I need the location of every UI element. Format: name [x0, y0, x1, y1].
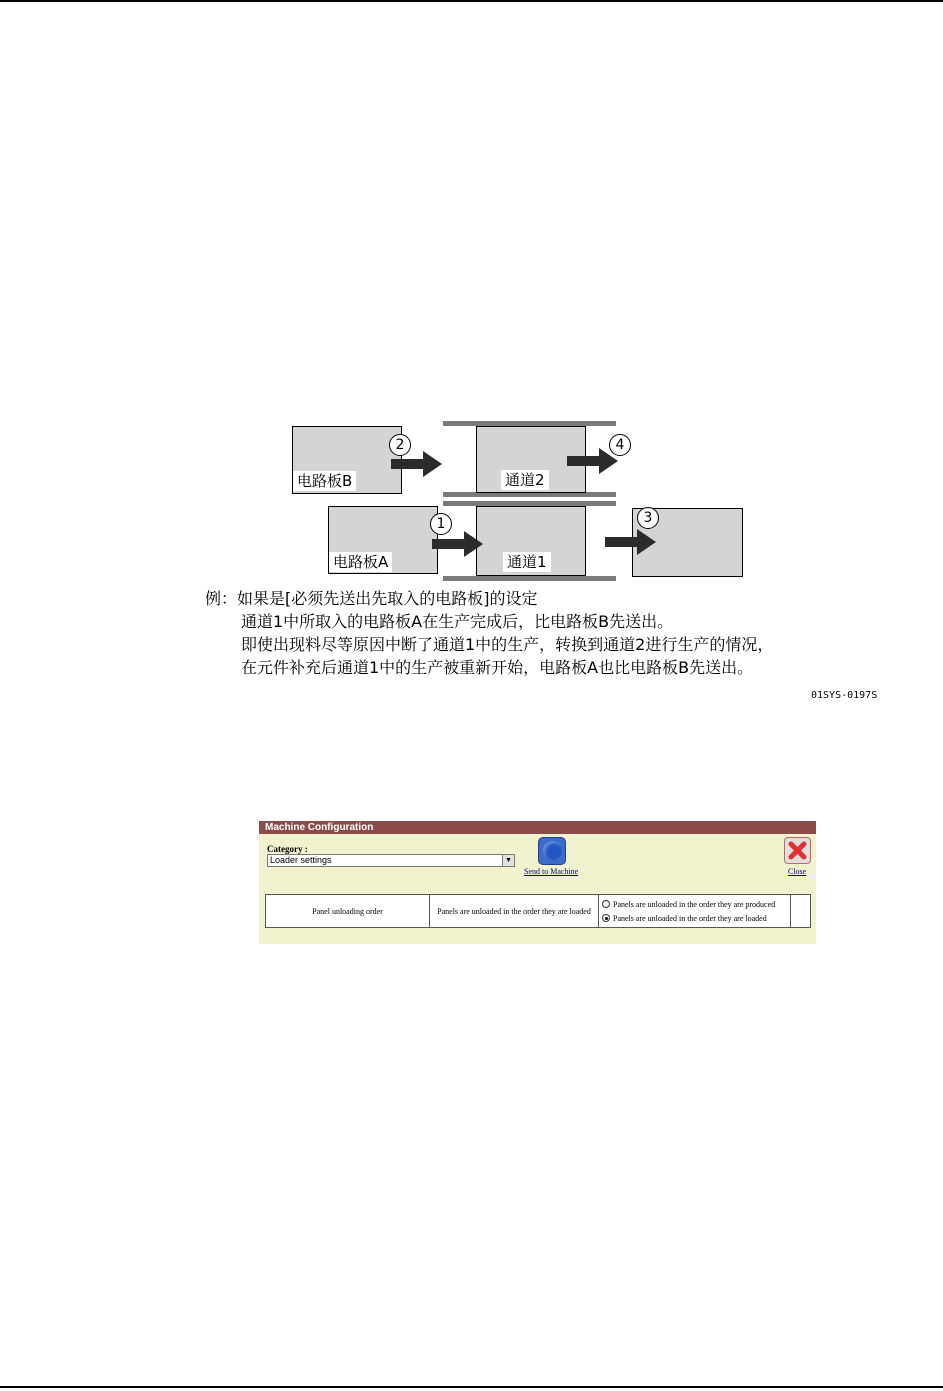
board-a — [328, 506, 438, 574]
table-row — [266, 895, 811, 928]
caption-line-3: 即使出现料尽等原因中断了通道1中的生产，转换到通道2进行生产的情况， — [241, 635, 774, 654]
top-rule — [0, 0, 943, 2]
caption-line-4: 在元件补充后通道1中的生产被重新开始，电路板A也比电路板B先送出。 — [241, 658, 754, 677]
send-to-machine-icon[interactable] — [538, 837, 566, 865]
setting-name: Panel unloading order — [266, 895, 430, 928]
caption-line-2: 通道1中所取入的电路板A在生产完成后，比电路板B先送出。 — [241, 612, 674, 631]
lane1-box — [476, 506, 586, 576]
arrow-3-icon — [605, 528, 657, 556]
board-b-label: 电路板B — [293, 471, 356, 491]
close-button[interactable]: Close — [788, 867, 807, 876]
category-select-value: Loader settings — [270, 855, 332, 865]
settings-table — [265, 894, 811, 928]
option-produced[interactable]: Panels are unloaded in the order they are produced — [602, 897, 787, 911]
radio-loaded[interactable] — [602, 914, 610, 922]
category-select[interactable] — [267, 854, 515, 867]
setting-options — [599, 895, 791, 928]
board-b — [292, 426, 402, 494]
step-3-marker: 3 — [637, 507, 659, 529]
chevron-down-icon[interactable]: ▼ — [502, 855, 514, 866]
lane1-label: 通道1 — [503, 552, 551, 572]
radio-produced[interactable] — [602, 900, 610, 908]
lane2-label: 通道2 — [501, 470, 549, 490]
empty-cell — [791, 895, 811, 928]
step-1-marker: 1 — [430, 513, 452, 535]
panel-title: Machine Configuration — [259, 821, 816, 834]
machine-configuration-panel — [259, 821, 816, 944]
send-to-machine-button[interactable]: Send to Machine — [524, 867, 579, 876]
board-a-label: 电路板A — [329, 552, 392, 572]
bottom-rule — [0, 1386, 943, 1388]
category-label: Category : — [267, 844, 308, 854]
step-4-marker: 4 — [609, 434, 631, 456]
close-icon[interactable] — [784, 837, 811, 864]
setting-current-value: Panels are unloaded in the order they are loaded — [430, 895, 599, 928]
figure-id: 01SYS-0197S — [811, 690, 878, 701]
lane1-bottom-rail — [443, 576, 616, 581]
option-loaded[interactable]: Panels are unloaded in the order they are loaded — [602, 911, 787, 925]
step-2-marker: 2 — [389, 434, 411, 456]
caption-line-1: 例：如果是[必须先送出先取入的电路板]的设定 — [205, 589, 538, 608]
